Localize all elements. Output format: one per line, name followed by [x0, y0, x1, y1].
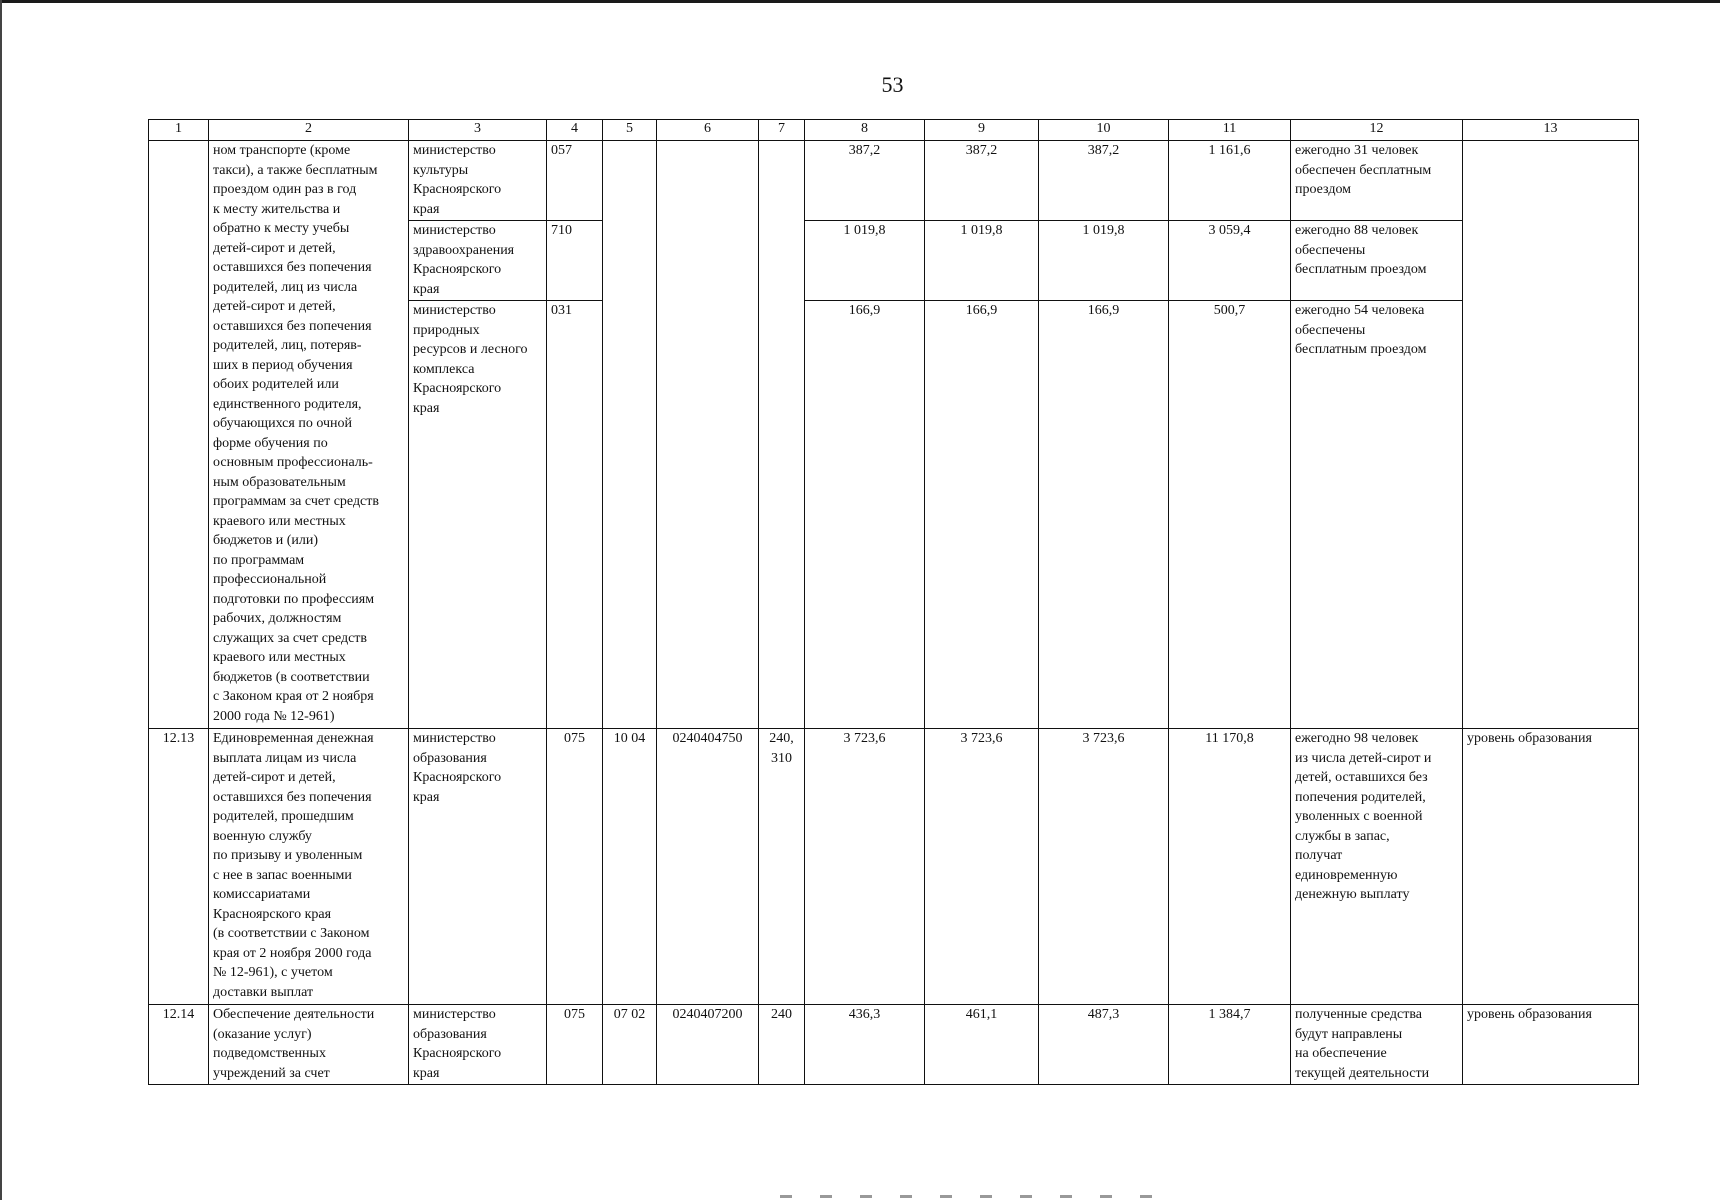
item-description: ном транспорте (кроме такси), а также бесплатным проездом один раз в год к месту жительства и обратно к месту учебы детей-сирот и детей, оставшихся без попечения родителей, лиц из числа детей-сирот и детей, оставшихся без попечения родителей, лиц, потеряв- ших в период обучения обоих родителей или единственного родителя, обучающихся по очной форме обучения по основным профессиональ- ным образовательным программам за счет средств краевого или местных бюджетов и (или) по программам профессиональной подготовки по профессиям рабочих, должностям служащих за счет средств краевого или местных бюджетов (в соответствии с Законом края от 2 ноября 2000 года № 12-961): [209, 141, 409, 729]
item-description: Единовременная денежная выплата лицам из числа детей-сирот и детей, оставшихся без попечения родителей, прошедшим военную службу по призыву и уволенным с нее в запас военными комиссариатами Красноярского края (в соответствии с Законом края от 2 ноября 2000 года № 12-961), с учетом доставки выплат: [209, 729, 409, 1005]
year1-cell: 166,9: [805, 301, 925, 729]
year2-cell: 387,2: [925, 141, 1039, 221]
scan-footer-marks: [780, 1195, 1160, 1198]
year2-cell: 3 723,6: [925, 729, 1039, 1005]
result-cell: ежегодно 88 человек обеспечены бесплатным проездом: [1291, 221, 1463, 301]
expense-cell: [759, 141, 805, 729]
table-header: [149, 120, 1639, 141]
section-cell: 10 04: [603, 729, 657, 1005]
header-col-1: 1: [149, 120, 209, 141]
indicator-cell: уровень образования: [1463, 1005, 1639, 1085]
org-cell: министерство образования Красноярского края: [409, 1005, 547, 1085]
header-col-12: 12: [1291, 120, 1463, 141]
year3-cell: 1 019,8: [1039, 221, 1169, 301]
expense-cell: 240: [759, 1005, 805, 1085]
table-row-12-14: [149, 1005, 1639, 1085]
page-number: 53: [881, 72, 904, 97]
expense-cell: 240, 310: [759, 729, 805, 1005]
year1-cell: 1 019,8: [805, 221, 925, 301]
budget-table: [148, 119, 1639, 1085]
year3-cell: 387,2: [1039, 141, 1169, 221]
result-cell: ежегодно 54 человека обеспечены бесплатным проездом: [1291, 301, 1463, 729]
target-cell: 0240404750: [657, 729, 759, 1005]
total-cell: 1 161,6: [1169, 141, 1291, 221]
header-col-6: 6: [657, 120, 759, 141]
row-number-cell: 12.14: [149, 1005, 209, 1085]
total-cell: 500,7: [1169, 301, 1291, 729]
header-col-5: 5: [603, 120, 657, 141]
header-col-2: 2: [209, 120, 409, 141]
target-cell: [657, 141, 759, 729]
header-col-10: 10: [1039, 120, 1169, 141]
year3-cell: 166,9: [1039, 301, 1169, 729]
code-cell: 031: [547, 301, 603, 729]
section-cell: [603, 141, 657, 729]
code-cell: 075: [547, 1005, 603, 1085]
result-cell: ежегодно 31 человек обеспечен бесплатным проездом: [1291, 141, 1463, 221]
header-col-11: 11: [1169, 120, 1291, 141]
result-cell: ежегодно 98 человек из числа детей-сирот и детей, оставшихся без попечения родителей, уволенных с военной службы в запас, получат единовременную денежную выплату: [1291, 729, 1463, 1005]
indicator-cell: [1463, 141, 1639, 729]
code-cell: 057: [547, 141, 603, 221]
code-cell: 075: [547, 729, 603, 1005]
year1-cell: 436,3: [805, 1005, 925, 1085]
org-cell: министерство природных ресурсов и лесного комплекса Красноярского края: [409, 301, 547, 729]
code-cell: 710: [547, 221, 603, 301]
scan-edge-left: [0, 0, 2, 1200]
row-number-cell: [149, 141, 209, 729]
total-cell: 3 059,4: [1169, 221, 1291, 301]
header-col-3: 3: [409, 120, 547, 141]
header-col-4: 4: [547, 120, 603, 141]
scan-edge-top: [0, 0, 1720, 3]
year2-cell: 461,1: [925, 1005, 1039, 1085]
header-col-13: 13: [1463, 120, 1639, 141]
year1-cell: 3 723,6: [805, 729, 925, 1005]
result-cell: полученные средства будут направлены на обеспечение текущей деятельности: [1291, 1005, 1463, 1085]
header-col-7: 7: [759, 120, 805, 141]
header-row: [149, 120, 1639, 141]
indicator-cell: уровень образования: [1463, 729, 1639, 1005]
target-cell: 0240407200: [657, 1005, 759, 1085]
total-cell: 1 384,7: [1169, 1005, 1291, 1085]
org-cell: министерство культуры Красноярского края: [409, 141, 547, 221]
section-cell: 07 02: [603, 1005, 657, 1085]
header-col-8: 8: [805, 120, 925, 141]
year3-cell: 487,3: [1039, 1005, 1169, 1085]
org-cell: министерство здравоохранения Красноярского края: [409, 221, 547, 301]
year2-cell: 166,9: [925, 301, 1039, 729]
org-cell: министерство образования Красноярского края: [409, 729, 547, 1005]
year3-cell: 3 723,6: [1039, 729, 1169, 1005]
table-row: [149, 141, 1639, 221]
row-number-cell: 12.13: [149, 729, 209, 1005]
table-row-12-13: [149, 729, 1639, 1005]
total-cell: 11 170,8: [1169, 729, 1291, 1005]
item-description: Обеспечение деятельности (оказание услуг) подведомственных учреждений за счет: [209, 1005, 409, 1085]
year2-cell: 1 019,8: [925, 221, 1039, 301]
year1-cell: 387,2: [805, 141, 925, 221]
header-col-9: 9: [925, 120, 1039, 141]
